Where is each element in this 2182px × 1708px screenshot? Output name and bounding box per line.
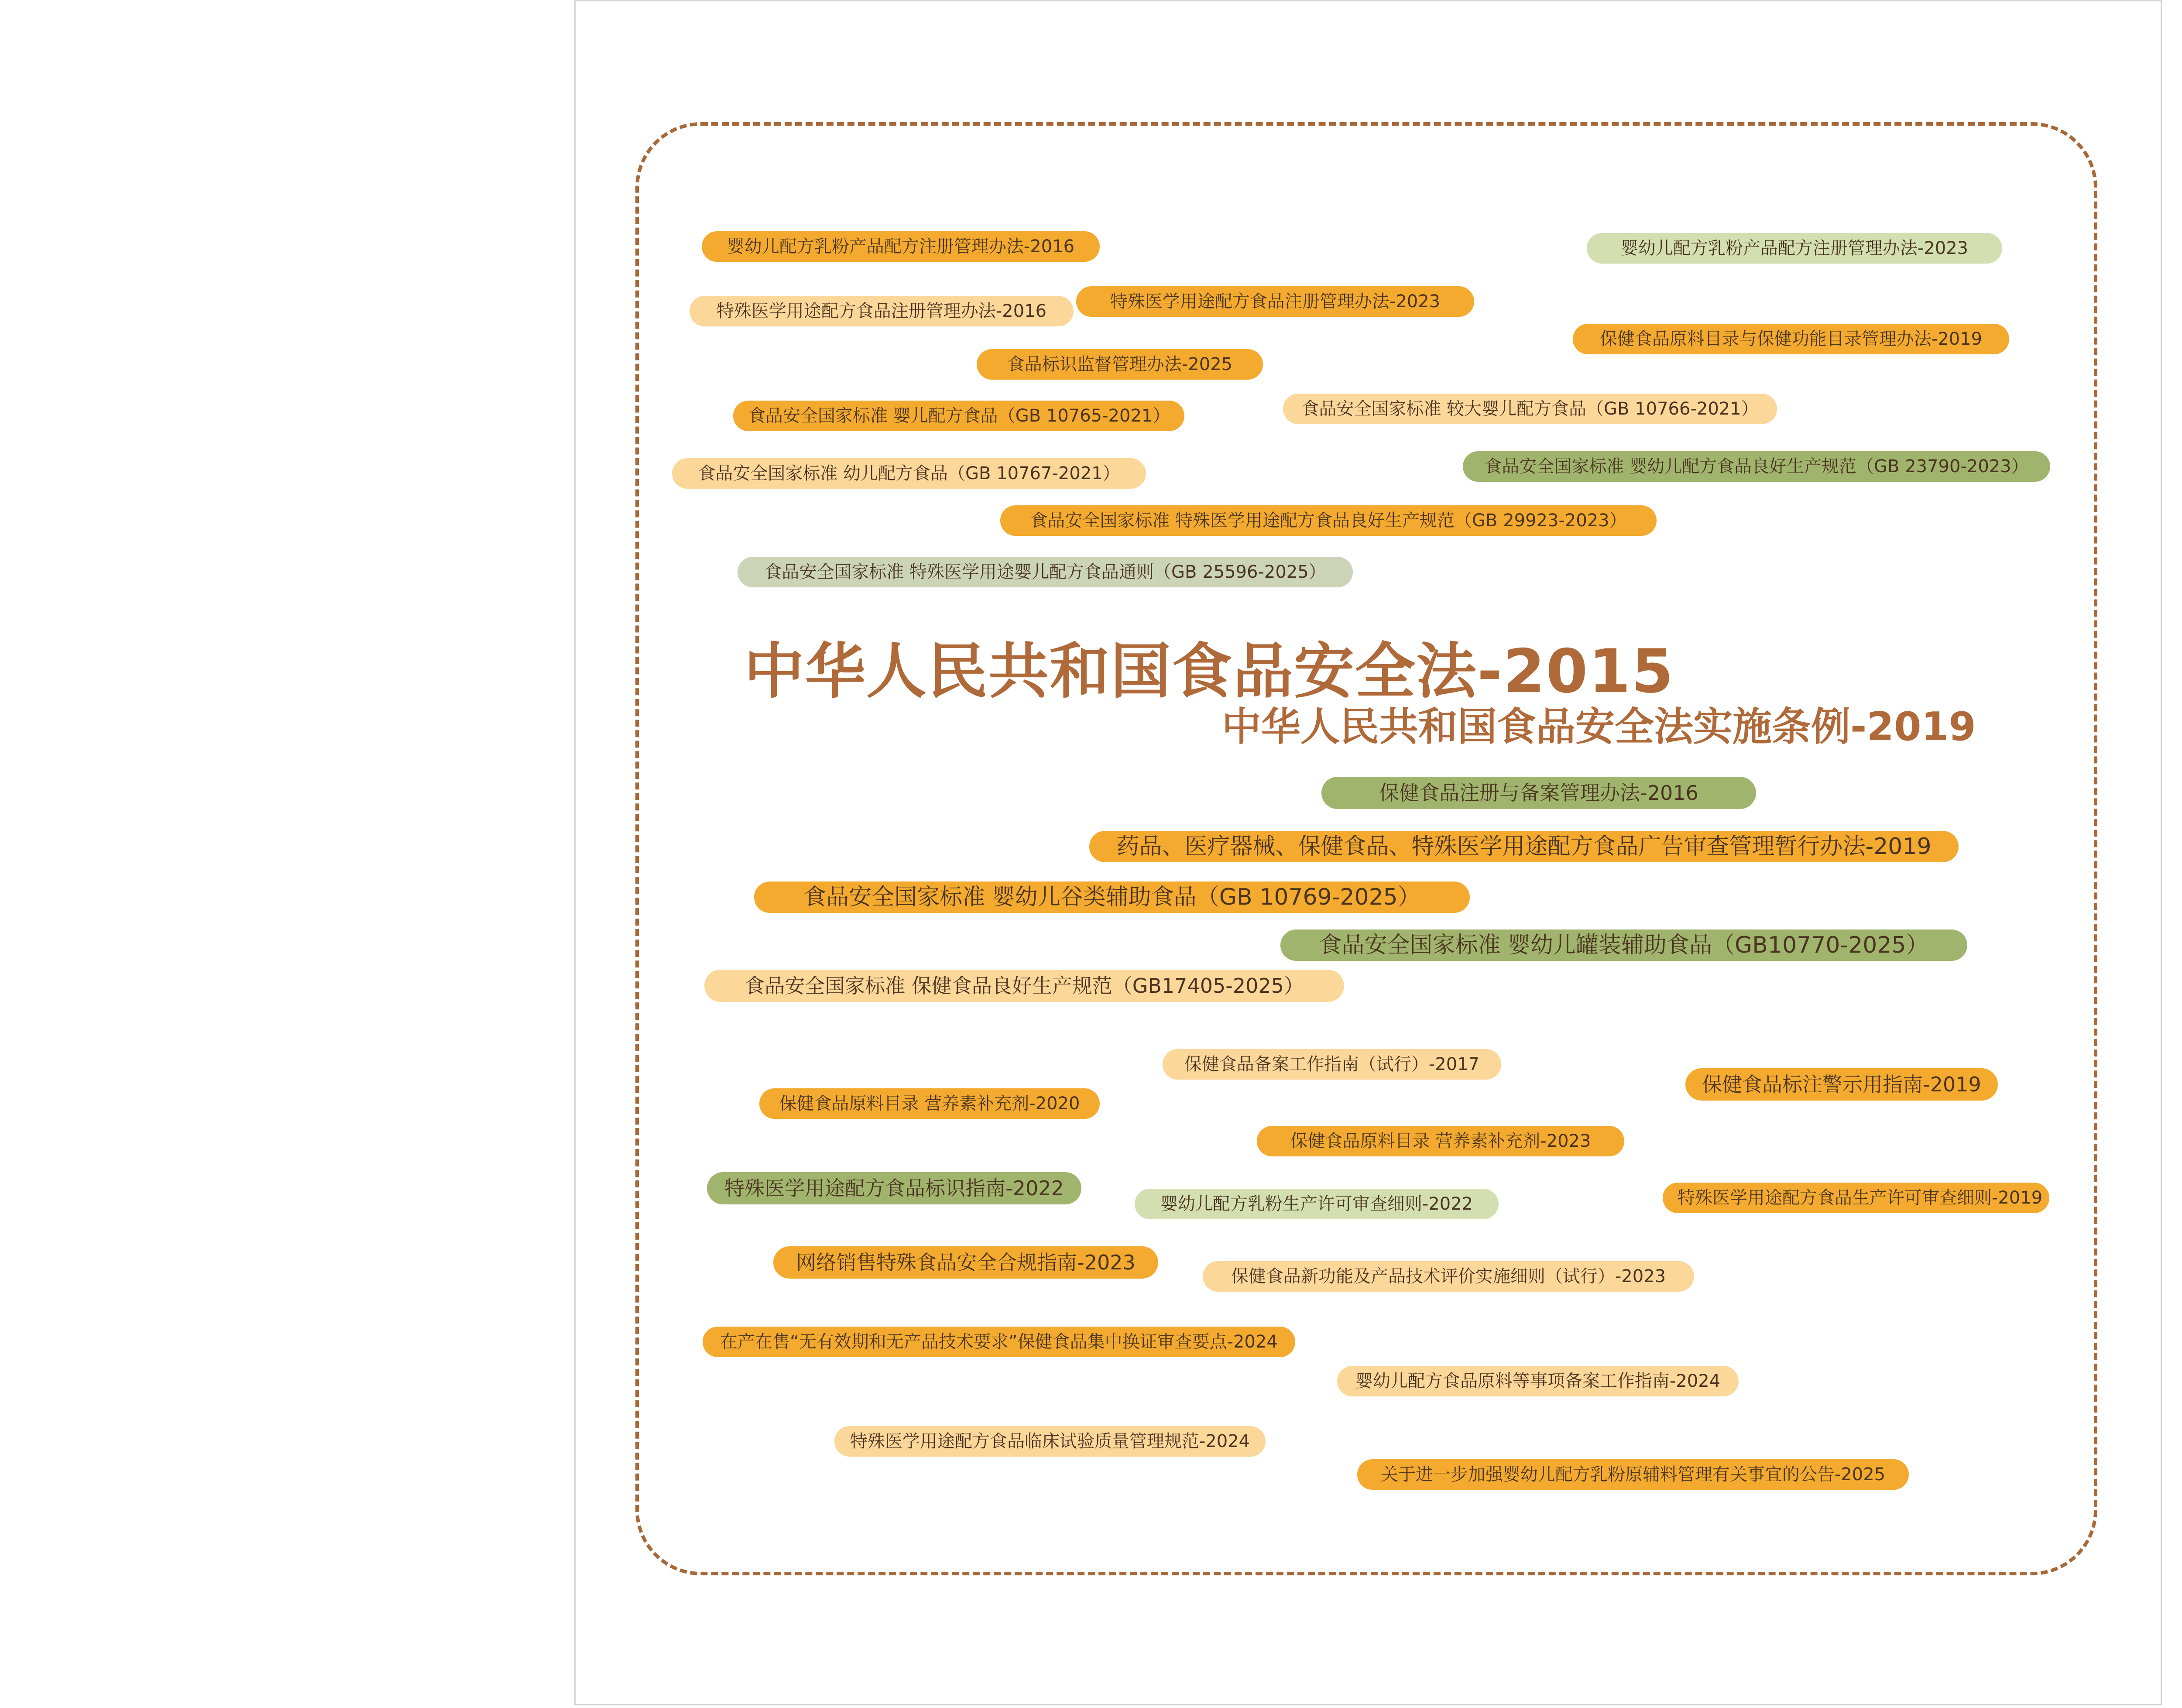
tag-gb-10767-2021: 食品安全国家标准 幼儿配方食品（GB 10767-2021） [672, 458, 1146, 489]
tag-gb-10769-2025: 食品安全国家标准 婴幼儿谷类辅助食品（GB 10769-2025） [754, 881, 1470, 913]
tag-infant-formula-raw-material-2025: 关于进一步加强婴幼儿配方乳粉原辅料管理有关事宜的公告-2025 [1357, 1459, 1909, 1490]
tag-fsmp-registration-2016: 特殊医学用途配方食品注册管理办法-2016 [690, 296, 1074, 326]
tag-health-food-registration-2016: 保健食品注册与备案管理办法-2016 [1321, 777, 1756, 809]
tag-online-sales-compliance-2023: 网络销售特殊食品安全合规指南-2023 [773, 1246, 1158, 1279]
tag-gb-17405-2025: 食品安全国家标准 保健食品良好生产规范（GB17405-2025） [704, 970, 1344, 1002]
sub-title: 中华人民共和国食品安全法实施条例-2019 [1222, 704, 1976, 750]
tag-health-food-filing-guide-2017: 保健食品备案工作指南（试行）-2017 [1163, 1049, 1501, 1080]
tag-fsmp-license-2019: 特殊医学用途配方食品生产许可审查细则-2019 [1663, 1183, 2049, 1213]
tag-clinical-trial-quality-2024: 特殊医学用途配方食品临床试验质量管理规范-2024 [834, 1426, 1266, 1457]
tag-nutrient-supplement-2020: 保健食品原料目录 营养素补充剂-2020 [759, 1088, 1100, 1119]
tag-health-food-new-function-2023: 保健食品新功能及产品技术评价实施细则（试行）-2023 [1203, 1261, 1694, 1292]
tag-infant-formula-registration-2023: 婴幼儿配方乳粉产品配方注册管理办法-2023 [1587, 233, 2002, 264]
tag-fsmp-registration-2023: 特殊医学用途配方食品注册管理办法-2023 [1076, 286, 1474, 317]
tag-gb-23790-2023: 食品安全国家标准 婴幼儿配方食品良好生产规范（GB 23790-2023） [1463, 451, 2050, 482]
tag-gb-29923-2023: 食品安全国家标准 特殊医学用途配方食品良好生产规范（GB 29923-2023） [1000, 505, 1657, 536]
tag-gb-25596-2025: 食品安全国家标准 特殊医学用途婴儿配方食品通则（GB 25596-2025） [738, 557, 1353, 587]
tag-gb-10770-2025: 食品安全国家标准 婴幼儿罐装辅助食品（GB10770-2025） [1280, 929, 1967, 961]
tag-health-food-catalog-2019: 保健食品原料目录与保健功能目录管理办法-2019 [1573, 324, 2009, 354]
tag-fsmp-labeling-guide-2022: 特殊医学用途配方食品标识指南-2022 [707, 1172, 1081, 1204]
tag-health-food-warning-guide-2019: 保健食品标注警示用指南-2019 [1685, 1068, 1998, 1101]
tag-infant-formula-license-2022: 婴幼儿配方乳粉生产许可审查细则-2022 [1135, 1189, 1499, 1219]
tag-nutrient-supplement-2023: 保健食品原料目录 营养素补充剂-2023 [1257, 1126, 1624, 1156]
tag-gb-10766-2021: 食品安全国家标准 较大婴儿配方食品（GB 10766-2021） [1283, 394, 1777, 424]
main-title: 中华人民共和国食品安全法-2015 [744, 636, 1674, 707]
tag-food-label-supervision-2025: 食品标识监督管理办法-2025 [977, 349, 1263, 380]
tag-certificate-renewal-2024: 在产在售“无有效期和无产品技术要求”保健食品集中换证审查要点-2024 [703, 1327, 1295, 1357]
tag-ingredient-filing-guide-2024: 婴幼儿配方食品原料等事项备案工作指南-2024 [1337, 1366, 1739, 1396]
tag-gb-10765-2021: 食品安全国家标准 婴儿配方食品（GB 10765-2021） [733, 401, 1184, 431]
tag-infant-formula-registration-2016: 婴幼儿配方乳粉产品配方注册管理办法-2016 [702, 231, 1100, 262]
tag-advertising-review-2019: 药品、医疗器械、保健食品、特殊医学用途配方食品广告审查管理暂行办法-2019 [1089, 831, 1959, 862]
